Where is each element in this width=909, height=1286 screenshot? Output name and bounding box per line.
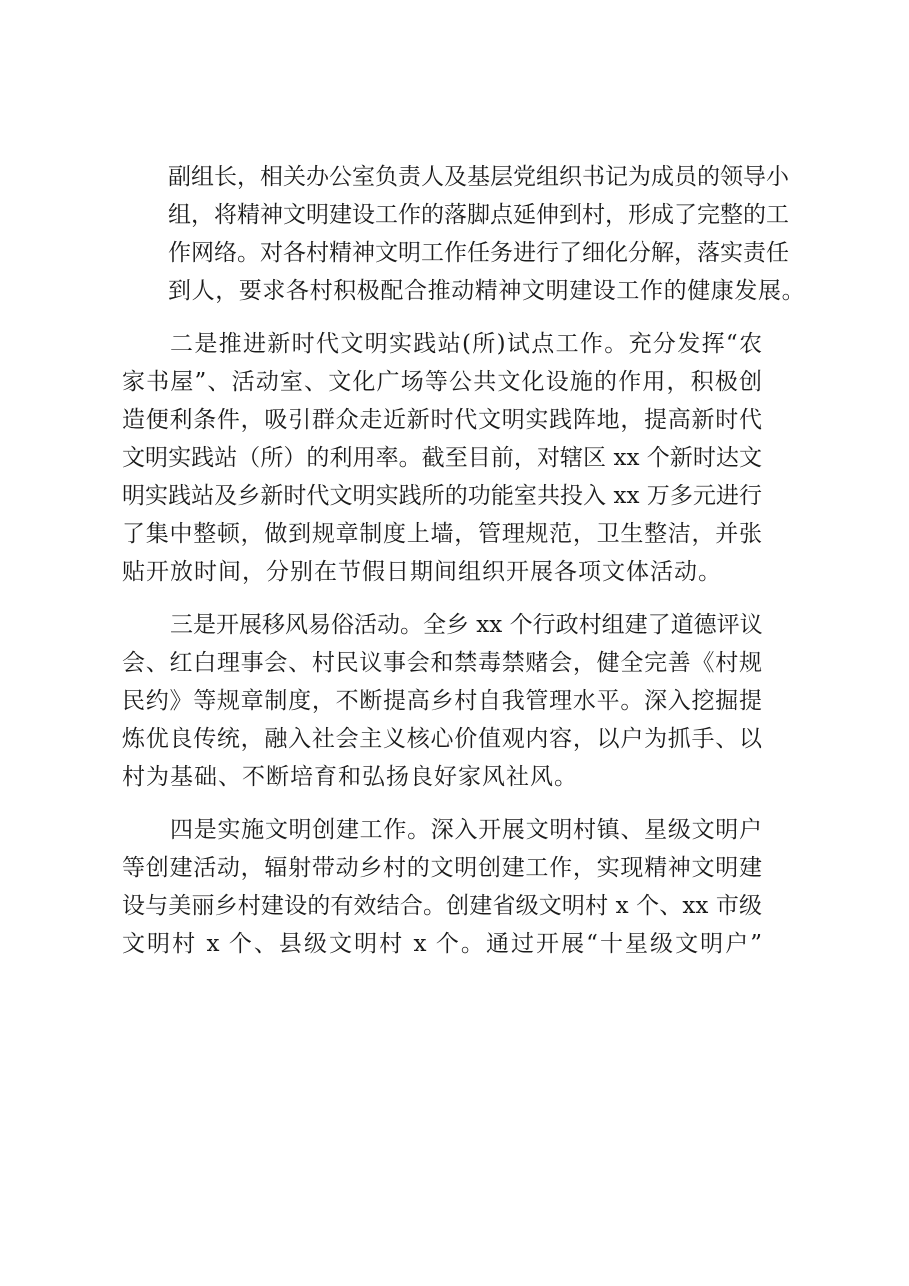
text-line: 四是实施文明创建工作。深入开展文明村镇、星级文明户 <box>170 817 762 843</box>
text-line: 二是推进新时代文明实践站(所)试点工作。充分发挥“农 <box>170 331 762 357</box>
text-line: 副组长，相关办公室负责人及基层党组织书记为成员的领导小 <box>168 164 789 190</box>
text-line: 民约》等规章制度，不断提高乡村自我管理水平。深入挖掘提 <box>122 688 762 714</box>
text-line: 文明实践站（所）的利用率。截至目前，对辖区 xx 个新时达文 <box>122 445 762 471</box>
text-line: 造便利条件，吸引群众走近新时代文明实践阵地，提高新时代 <box>122 407 762 433</box>
text-line: 作网络。对各村精神文明工作任务进行了细化分解，落实责任 <box>168 240 789 266</box>
paragraph-1 <box>168 158 806 310</box>
text-line: 会、红白理事会、村民议事会和禁毒禁赌会，健全完善《村规 <box>122 650 762 676</box>
text-line: 村为基础、不断培育和弘扬良好家风社风。 <box>122 764 578 790</box>
text-line: 组，将精神文明建设工作的落脚点延伸到村，形成了完整的工 <box>168 202 789 228</box>
text-line: 设与美丽乡村建设的有效结合。创建省级文明村 x 个、xx 市级 <box>122 893 762 919</box>
text-line: 明实践站及乡新时代文明实践所的功能室共投入 xx 万多元进行 <box>122 483 762 509</box>
text-line: 贴开放时间，分别在节假日期间组织开展各项文体活动。 <box>122 559 722 585</box>
text-line: 等创建活动，辐射带动乡村的文明创建工作，实现精神文明建 <box>122 855 762 881</box>
text-line: 了集中整顿，做到规章制度上墙，管理规范，卫生整洁，并张 <box>122 521 762 547</box>
paragraph-4 <box>122 811 800 963</box>
text-line: 三是开展移风易俗活动。全乡 xx 个行政村组建了道德评议 <box>170 612 763 638</box>
text-line: 文明村 x 个、县级文明村 x 个。通过开展“十星级文明户” <box>122 931 762 957</box>
paragraph-3 <box>122 606 800 796</box>
text-line: 家书屋”、活动室、文化广场等公共文化设施的作用，积极创 <box>122 369 762 395</box>
text-line: 炼优良传统，融入社会主义核心价值观内容，以户为抓手、以 <box>122 726 762 752</box>
paragraph-2 <box>122 325 800 591</box>
document-body <box>122 158 806 963</box>
text-line: 到人，要求各村积极配合推动精神文明建设工作的健康发展。 <box>168 278 806 304</box>
